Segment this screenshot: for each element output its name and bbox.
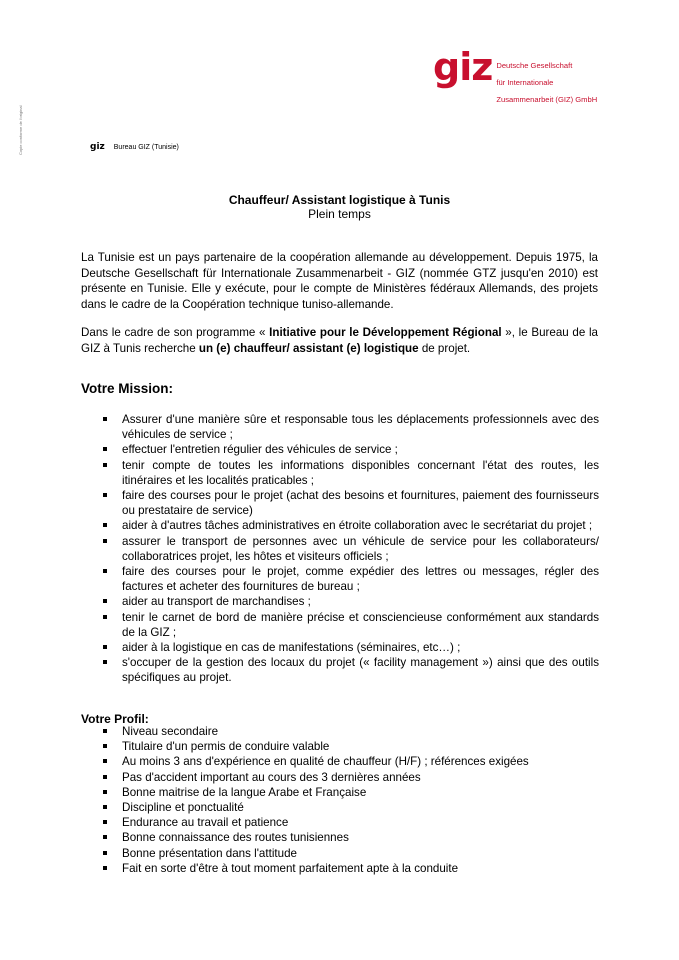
profile-item-text: Discipline et ponctualité (122, 801, 244, 815)
mission-item (81, 655, 599, 685)
bullet-icon (103, 599, 107, 603)
profile-item (81, 724, 599, 739)
bullet-icon (103, 615, 107, 619)
bullet-icon (103, 645, 107, 649)
profile-item (81, 770, 599, 785)
job-type: Plein temps (308, 207, 371, 221)
bullet-icon (103, 569, 107, 573)
position-name: un (e) chauffeur/ assistant (e) logistique (198, 341, 419, 355)
logo-text-line-1: Deutsche Gesellschaft (496, 61, 573, 71)
mission-item (81, 594, 599, 609)
mission-item-text: aider à d'autres tâches administratives en étroite collaboration avec le secrétariat du projet ; (122, 519, 593, 533)
mission-item-text: aider à la logistique en cas de manifestations (séminaires, etc…) ; (122, 641, 461, 655)
profile-item-text: Bonne maitrise de la langue Arabe et Française (122, 785, 367, 799)
profile-item (81, 754, 599, 769)
mission-item-text: aider au transport de marchandises ; (122, 595, 311, 609)
profile-item (81, 846, 599, 861)
mission-item (81, 442, 599, 457)
mission-item-text: effectuer l'entretien régulier des véhicules de service ; (122, 443, 398, 457)
mission-item (81, 518, 599, 533)
bullet-icon (103, 790, 107, 794)
mission-item-text: faire des courses pour le projet, comme expédier des lettres ou messages, régler des factures et acheter des fournitures de bureau ; (122, 565, 599, 594)
giz-logo-mark: giz (433, 45, 493, 89)
mission-item (81, 640, 599, 655)
giz-logo (433, 45, 598, 113)
profile-item-text: Bonne présentation dans l'attitude (122, 846, 297, 860)
bullet-icon (103, 463, 107, 467)
job-title-block (0, 193, 679, 221)
bullet-icon (103, 851, 107, 855)
bullet-icon (103, 539, 107, 543)
profile-item (81, 830, 599, 845)
intro-paragraph-1: La Tunisie est un pays partenaire de la coopération allemande au développement. Depuis 1975, la Deutsche Gesellschaft für Internationale Zusammenarbeit - GIZ (nommée GTZ jusqu'en 2010) est présente en Tunisie. Elle y exécute, pour le compte de Ministères fédéraux Allemands, des projets dans le cadre de la Coopération technique tuniso-allemande. (81, 251, 598, 311)
mission-item-text: s'occuper de la gestion des locaux du projet (« facility management ») ainsi que des outils spécifiques au projet. (122, 656, 599, 685)
bullet-icon (103, 660, 107, 664)
mission-item-text: assurer le transport de personnes avec un véhicule de service pour les collaborateurs/ collaboratrices projet, les hôtes et visiteurs officiels ; (122, 534, 599, 563)
mission-item-text: Assurer d'une manière sûre et responsable tous les déplacements professionnels avec des véhicules de service ; (122, 413, 599, 442)
office-label: Bureau GIZ (Tunisie) (113, 144, 179, 151)
intro-p2-part-a: Dans le cadre de son programme « (81, 326, 270, 339)
profile-list (81, 724, 599, 876)
side-vertical-note: Copie conforme de l'original (18, 105, 23, 155)
mission-item-text: tenir le carnet de bord de manière précise et consciencieuse conformément aux standards de la GIZ ; (122, 610, 599, 639)
bullet-icon (103, 729, 107, 733)
profile-item-text: Au moins 3 ans d'expérience en qualité de chauffeur (H/F) ; références exigées (122, 755, 529, 769)
office-logo-mark: giz (90, 142, 105, 152)
mission-item (81, 412, 599, 442)
program-name: Initiative pour le Développement Régional (269, 326, 502, 339)
profile-heading: Votre Profil: (81, 712, 149, 726)
profile-item-text: Niveau secondaire (122, 725, 219, 738)
bullet-icon (103, 447, 107, 451)
bullet-icon (103, 775, 107, 779)
mission-heading: Votre Mission: (81, 381, 174, 396)
mission-item-text: faire des courses pour le projet (achat des besoins et fournitures, paiement des fournisseurs ou prestataire de service) (122, 489, 599, 518)
bullet-icon (103, 866, 107, 870)
profile-item-text: Bonne connaissance des routes tunisiennes (122, 831, 349, 845)
job-title: Chauffeur/ Assistant logistique à Tunis (228, 193, 451, 207)
bullet-icon (103, 759, 107, 763)
bullet-icon (103, 744, 107, 748)
profile-item-text: Fait en sorte d'être à tout moment parfaitement apte à la conduite (122, 861, 459, 875)
bullet-icon (103, 820, 107, 824)
profile-item (81, 800, 599, 815)
profile-item (81, 785, 599, 800)
intro-p2-part-e: de projet. (418, 341, 471, 355)
mission-item (81, 458, 599, 488)
bullet-icon (103, 417, 107, 421)
bullet-icon (103, 835, 107, 839)
profile-item (81, 815, 599, 830)
profile-item (81, 861, 599, 876)
bullet-icon (103, 523, 107, 527)
mission-item (81, 534, 599, 564)
giz-logo-text (496, 54, 597, 113)
mission-item (81, 610, 599, 640)
mission-item (81, 564, 599, 594)
profile-item-text: Pas d'accident important au cours des 3 dernières années (122, 770, 421, 784)
bullet-icon (103, 493, 107, 497)
logo-text-line-2: für Internationale (496, 78, 554, 88)
logo-text-line-3: Zusammenarbeit (GIZ) GmbH (496, 95, 598, 105)
profile-item-text: Titulaire d'un permis de conduire valable (122, 740, 330, 754)
profile-item (81, 739, 599, 754)
mission-list (81, 412, 599, 686)
intro-paragraph-2 (81, 325, 598, 356)
mission-item-text: tenir compte de toutes les informations disponibles concernant l'état des routes, les itinéraires et les localités praticables ; (122, 458, 599, 487)
bullet-icon (103, 805, 107, 809)
office-header (90, 142, 179, 152)
profile-item-text: Endurance au travail et patience (122, 816, 289, 830)
mission-item (81, 488, 599, 518)
intro-p2-part-c: », le Bureau de la GIZ à Tunis recherche (81, 326, 599, 355)
